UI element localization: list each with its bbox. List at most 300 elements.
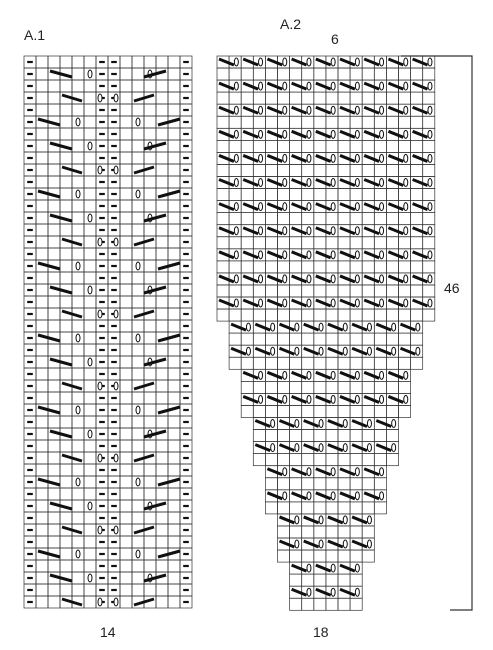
purl-symbol xyxy=(111,145,117,147)
yarn-over-symbol xyxy=(355,468,359,476)
decrease-symbol xyxy=(219,131,234,137)
purl-symbol xyxy=(183,145,189,147)
yarn-over-symbol xyxy=(367,323,371,331)
chart-cell xyxy=(36,176,48,188)
yarn-over-symbol xyxy=(404,251,408,259)
chart-cell xyxy=(386,454,398,466)
purl-symbol xyxy=(27,505,33,507)
chart-cell xyxy=(411,164,423,176)
chart-cell xyxy=(84,332,96,344)
decrease-symbol xyxy=(328,348,343,354)
chart-cell xyxy=(120,176,132,188)
chart-cell xyxy=(168,560,180,572)
chart-cell xyxy=(423,68,435,80)
purl-symbol xyxy=(27,193,33,195)
decrease-symbol xyxy=(50,143,72,149)
chart-cell xyxy=(362,357,374,369)
yarn-over-symbol xyxy=(246,323,250,331)
chart-cell xyxy=(253,285,265,297)
chart-cell xyxy=(60,440,72,452)
decrease-symbol xyxy=(267,83,282,89)
purl-symbol xyxy=(27,109,33,111)
yarn-over-symbol xyxy=(234,130,238,138)
chart-cell xyxy=(120,368,132,380)
yarn-over-symbol xyxy=(355,179,359,187)
chart-cell xyxy=(350,430,362,442)
chart-cell xyxy=(84,464,96,476)
chart-cell xyxy=(290,357,302,369)
decrease-symbol xyxy=(316,155,331,161)
chart-cell xyxy=(84,440,96,452)
yarn-over-symbol xyxy=(380,468,384,476)
chart-cell xyxy=(326,526,338,538)
purl-symbol xyxy=(111,421,117,423)
decrease-symbol xyxy=(388,107,403,113)
chart-cell xyxy=(326,189,338,201)
decrease-symbol xyxy=(304,445,319,451)
chart-cell xyxy=(362,164,374,176)
decrease-symbol xyxy=(401,324,416,330)
yarn-over-symbol xyxy=(98,238,102,246)
chart-cell xyxy=(144,512,156,524)
chart-cell xyxy=(362,237,374,249)
yarn-over-symbol xyxy=(404,82,408,90)
chart-cell xyxy=(144,260,156,272)
decrease-symbol xyxy=(144,287,166,293)
yarn-over-symbol xyxy=(259,251,263,259)
yarn-over-symbol xyxy=(428,179,432,187)
chart-cell xyxy=(362,333,374,345)
decrease-symbol xyxy=(340,469,355,475)
yarn-over-symbol xyxy=(404,179,408,187)
chart-cell xyxy=(278,333,290,345)
chart-cell xyxy=(338,357,350,369)
chart-cell xyxy=(411,189,423,201)
decrease-symbol xyxy=(316,396,331,402)
chart-cell xyxy=(399,309,411,321)
chart-cell xyxy=(72,428,84,440)
chart-cell xyxy=(168,452,180,464)
decrease-symbol xyxy=(340,589,355,595)
chart-cell xyxy=(84,224,96,236)
purl-symbol xyxy=(99,337,105,339)
chart-cell xyxy=(120,344,132,356)
chart-cell xyxy=(229,92,241,104)
purl-symbol xyxy=(111,469,117,471)
chart-cell xyxy=(156,224,168,236)
chart-cell xyxy=(84,80,96,92)
chart-cell xyxy=(168,164,180,176)
purl-symbol xyxy=(183,181,189,183)
yarn-over-symbol xyxy=(319,323,323,331)
chart-cell xyxy=(120,236,132,248)
decrease-symbol xyxy=(280,421,295,427)
yarn-over-symbol xyxy=(76,118,80,126)
decrease-symbol xyxy=(316,252,331,258)
decrease-symbol xyxy=(364,252,379,258)
chart-cell xyxy=(338,189,350,201)
yarn-over-symbol xyxy=(404,371,408,379)
chart-cell xyxy=(253,140,265,152)
chart-cell xyxy=(326,357,338,369)
decrease-symbol xyxy=(413,204,428,210)
chart-cell xyxy=(241,261,253,273)
chart-cell xyxy=(290,381,302,393)
decrease-symbol xyxy=(316,469,331,475)
chart-cell xyxy=(326,285,338,297)
chart-cell xyxy=(72,416,84,428)
chart-cell xyxy=(144,188,156,200)
chart-cell xyxy=(326,574,338,586)
decrease-symbol xyxy=(316,589,331,595)
chart-cell xyxy=(399,116,411,128)
decrease-symbol xyxy=(328,517,343,523)
chart-cell xyxy=(326,309,338,321)
decrease-symbol xyxy=(255,421,270,427)
chart-cell xyxy=(156,80,168,92)
decrease-symbol xyxy=(388,252,403,258)
chart-cell xyxy=(156,104,168,116)
chart-cell xyxy=(338,285,350,297)
decrease-symbol xyxy=(304,324,319,330)
yarn-over-symbol xyxy=(234,275,238,283)
purl-symbol xyxy=(99,349,105,351)
chart-cell xyxy=(278,68,290,80)
chart-cell xyxy=(48,80,60,92)
purl-symbol xyxy=(183,217,189,219)
chart-cell xyxy=(132,356,144,368)
chart-a1-label: A.1 xyxy=(24,27,46,43)
purl-symbol xyxy=(111,109,117,111)
decrease-symbol xyxy=(50,287,72,293)
chart-cell xyxy=(36,272,48,284)
chart-cell xyxy=(72,464,84,476)
chart-cell xyxy=(168,368,180,380)
yarn-over-symbol xyxy=(98,454,102,462)
purl-symbol xyxy=(27,277,33,279)
yarn-over-symbol xyxy=(343,516,347,524)
chart-cell xyxy=(374,405,386,417)
chart-cell xyxy=(302,454,314,466)
purl-symbol xyxy=(183,361,189,363)
decrease-symbol xyxy=(413,228,428,234)
chart-cell xyxy=(265,189,277,201)
decrease-symbol xyxy=(388,83,403,89)
yarn-over-symbol xyxy=(259,299,263,307)
yarn-over-symbol xyxy=(380,106,384,114)
chart-cell xyxy=(265,140,277,152)
chart-cell xyxy=(229,189,241,201)
chart-cell xyxy=(338,478,350,490)
chart-cell xyxy=(423,213,435,225)
chart-cell xyxy=(84,248,96,260)
chart-cell xyxy=(120,260,132,272)
chart-cell xyxy=(36,344,48,356)
chart-cell xyxy=(120,428,132,440)
decrease-symbol xyxy=(219,180,234,186)
chart-cell xyxy=(132,344,144,356)
chart-cell xyxy=(290,285,302,297)
decrease-symbol xyxy=(316,204,331,210)
purl-symbol xyxy=(183,169,189,171)
chart-cell xyxy=(362,430,374,442)
chart-cell xyxy=(84,92,96,104)
chart-cell xyxy=(48,524,60,536)
yarn-over-symbol xyxy=(307,492,311,500)
decrease-symbol xyxy=(388,396,403,402)
chart-cell xyxy=(278,237,290,249)
yarn-over-symbol xyxy=(355,203,359,211)
purl-symbol xyxy=(27,217,33,219)
chart-cell xyxy=(423,92,435,104)
chart-cell xyxy=(265,164,277,176)
chart-cell xyxy=(60,320,72,332)
decrease-symbol xyxy=(280,324,295,330)
chart-cell xyxy=(120,596,132,608)
decrease-symbol xyxy=(401,348,416,354)
yarn-over-symbol xyxy=(355,588,359,596)
chart-cell xyxy=(423,237,435,249)
chart-cell xyxy=(48,344,60,356)
chart-cell xyxy=(386,430,398,442)
chart-cell xyxy=(72,200,84,212)
chart-cell xyxy=(265,502,277,514)
chart-cell xyxy=(265,478,277,490)
chart-cell xyxy=(132,536,144,548)
chart-cell xyxy=(36,320,48,332)
chart-cell xyxy=(278,357,290,369)
chart-cell xyxy=(217,140,229,152)
chart-cell xyxy=(399,92,411,104)
decrease-symbol xyxy=(231,348,246,354)
purl-symbol xyxy=(99,61,105,63)
chart-cell xyxy=(386,189,398,201)
purl-symbol xyxy=(183,301,189,303)
chart-cell xyxy=(314,68,326,80)
chart-cell xyxy=(350,116,362,128)
decrease-symbol xyxy=(304,541,319,547)
decrease-symbol xyxy=(292,396,307,402)
purl-symbol xyxy=(111,181,117,183)
chart-cell xyxy=(132,464,144,476)
yarn-over-symbol xyxy=(136,262,140,270)
decrease-symbol xyxy=(328,445,343,451)
chart-cell xyxy=(386,309,398,321)
chart-cell xyxy=(156,392,168,404)
yarn-over-symbol xyxy=(98,598,102,606)
decrease-symbol xyxy=(255,348,270,354)
purl-symbol xyxy=(99,553,105,555)
chart-cell xyxy=(120,476,132,488)
chart-cell xyxy=(411,140,423,152)
chart-cell xyxy=(120,212,132,224)
chart-cell xyxy=(399,285,411,297)
chart-cell xyxy=(253,237,265,249)
chart-cell xyxy=(374,502,386,514)
decrease-symbol xyxy=(38,119,60,125)
purl-symbol xyxy=(183,577,189,579)
yarn-over-symbol xyxy=(331,154,335,162)
yarn-over-symbol xyxy=(76,406,80,414)
yarn-over-symbol xyxy=(271,444,275,452)
purl-symbol xyxy=(183,133,189,135)
purl-symbol xyxy=(111,265,117,267)
decrease-symbol xyxy=(292,180,307,186)
chart-cell xyxy=(168,152,180,164)
chart-cell xyxy=(156,416,168,428)
yarn-over-symbol xyxy=(136,478,140,486)
chart-cell xyxy=(84,404,96,416)
chart-cell xyxy=(144,488,156,500)
yarn-over-symbol xyxy=(331,564,335,572)
chart-cell xyxy=(72,284,84,296)
yarn-over-symbol xyxy=(88,70,92,78)
chart-cell xyxy=(302,68,314,80)
chart-cell xyxy=(156,176,168,188)
chart-cell xyxy=(302,261,314,273)
chart-cell xyxy=(36,152,48,164)
yarn-over-symbol xyxy=(331,299,335,307)
chart-cell xyxy=(290,598,302,610)
yarn-over-symbol xyxy=(283,251,287,259)
yarn-over-symbol xyxy=(380,82,384,90)
purl-symbol xyxy=(183,529,189,531)
purl-symbol xyxy=(99,505,105,507)
purl-symbol xyxy=(111,277,117,279)
chart-cell xyxy=(120,512,132,524)
chart-cell xyxy=(48,392,60,404)
chart-a2-width: 18 xyxy=(313,624,329,640)
chart-cell xyxy=(217,68,229,80)
purl-symbol xyxy=(183,457,189,459)
chart-cell xyxy=(338,598,350,610)
decrease-symbol xyxy=(243,107,258,113)
chart-cell xyxy=(84,596,96,608)
decrease-symbol xyxy=(413,83,428,89)
purl-symbol xyxy=(183,313,189,315)
purl-symbol xyxy=(27,349,33,351)
decrease-symbol xyxy=(316,493,331,499)
chart-cell xyxy=(36,92,48,104)
purl-symbol xyxy=(183,541,189,543)
chart-cell xyxy=(290,164,302,176)
chart-cell xyxy=(132,200,144,212)
purl-symbol xyxy=(183,85,189,87)
yarn-over-symbol xyxy=(331,395,335,403)
chart-cell xyxy=(60,128,72,140)
purl-symbol xyxy=(27,565,33,567)
yarn-over-symbol xyxy=(259,130,263,138)
chart-cell xyxy=(374,189,386,201)
yarn-over-symbol xyxy=(271,323,275,331)
chart-cell xyxy=(290,526,302,538)
chart-cell xyxy=(241,68,253,80)
decrease-symbol xyxy=(413,155,428,161)
chart-cell xyxy=(326,140,338,152)
chart-cell xyxy=(144,200,156,212)
decrease-symbol xyxy=(364,469,379,475)
decrease-symbol xyxy=(340,131,355,137)
yarn-over-symbol xyxy=(76,190,80,198)
decrease-symbol xyxy=(292,155,307,161)
chart-cell xyxy=(132,68,144,80)
decrease-symbol xyxy=(340,204,355,210)
decrease-symbol xyxy=(158,119,180,125)
purl-symbol xyxy=(27,469,33,471)
purl-symbol xyxy=(99,73,105,75)
purl-symbol xyxy=(27,361,33,363)
chart-cell xyxy=(338,116,350,128)
chart-cell xyxy=(326,381,338,393)
decrease-symbol xyxy=(267,228,282,234)
chart-cell xyxy=(302,478,314,490)
chart-cell xyxy=(156,92,168,104)
decrease-symbol xyxy=(364,228,379,234)
decrease-symbol xyxy=(219,204,234,210)
chart-cell xyxy=(36,248,48,260)
chart-cell xyxy=(350,526,362,538)
chart-cell xyxy=(120,116,132,128)
decrease-symbol xyxy=(158,263,180,269)
chart-cell xyxy=(84,152,96,164)
yarn-over-symbol xyxy=(331,275,335,283)
decrease-symbol xyxy=(267,155,282,161)
purl-symbol xyxy=(111,85,117,87)
chart-cell xyxy=(60,368,72,380)
purl-symbol xyxy=(27,145,33,147)
chart-cell xyxy=(168,572,180,584)
chart-cell xyxy=(120,584,132,596)
yarn-over-symbol xyxy=(331,106,335,114)
yarn-over-symbol xyxy=(98,382,102,390)
purl-symbol xyxy=(99,397,105,399)
purl-symbol xyxy=(99,541,105,543)
decrease-symbol xyxy=(364,204,379,210)
yarn-over-symbol xyxy=(259,203,263,211)
purl-symbol xyxy=(183,493,189,495)
chart-cell xyxy=(278,261,290,273)
chart-cell xyxy=(265,116,277,128)
chart-cell xyxy=(411,285,423,297)
decrease-symbol xyxy=(316,107,331,113)
chart-cell xyxy=(48,92,60,104)
chart-cell xyxy=(411,213,423,225)
decrease-symbol xyxy=(388,204,403,210)
chart-cell xyxy=(168,212,180,224)
chart-cell xyxy=(314,164,326,176)
decrease-symbol xyxy=(413,300,428,306)
chart-cell xyxy=(290,574,302,586)
purl-symbol xyxy=(183,553,189,555)
chart-cell xyxy=(144,416,156,428)
chart-cell xyxy=(48,200,60,212)
yarn-over-symbol xyxy=(259,395,263,403)
decrease-symbol xyxy=(413,131,428,137)
chart-cell xyxy=(229,309,241,321)
decrease-symbol xyxy=(144,215,166,221)
decrease-symbol xyxy=(243,204,258,210)
chart-cell xyxy=(374,430,386,442)
chart-cell xyxy=(36,200,48,212)
yarn-over-symbol xyxy=(283,371,287,379)
chart-cell xyxy=(144,404,156,416)
decrease-symbol xyxy=(219,59,234,65)
chart-cell xyxy=(36,500,48,512)
yarn-over-symbol xyxy=(283,154,287,162)
yarn-over-symbol xyxy=(307,203,311,211)
decrease-symbol xyxy=(255,445,270,451)
purl-symbol xyxy=(99,409,105,411)
